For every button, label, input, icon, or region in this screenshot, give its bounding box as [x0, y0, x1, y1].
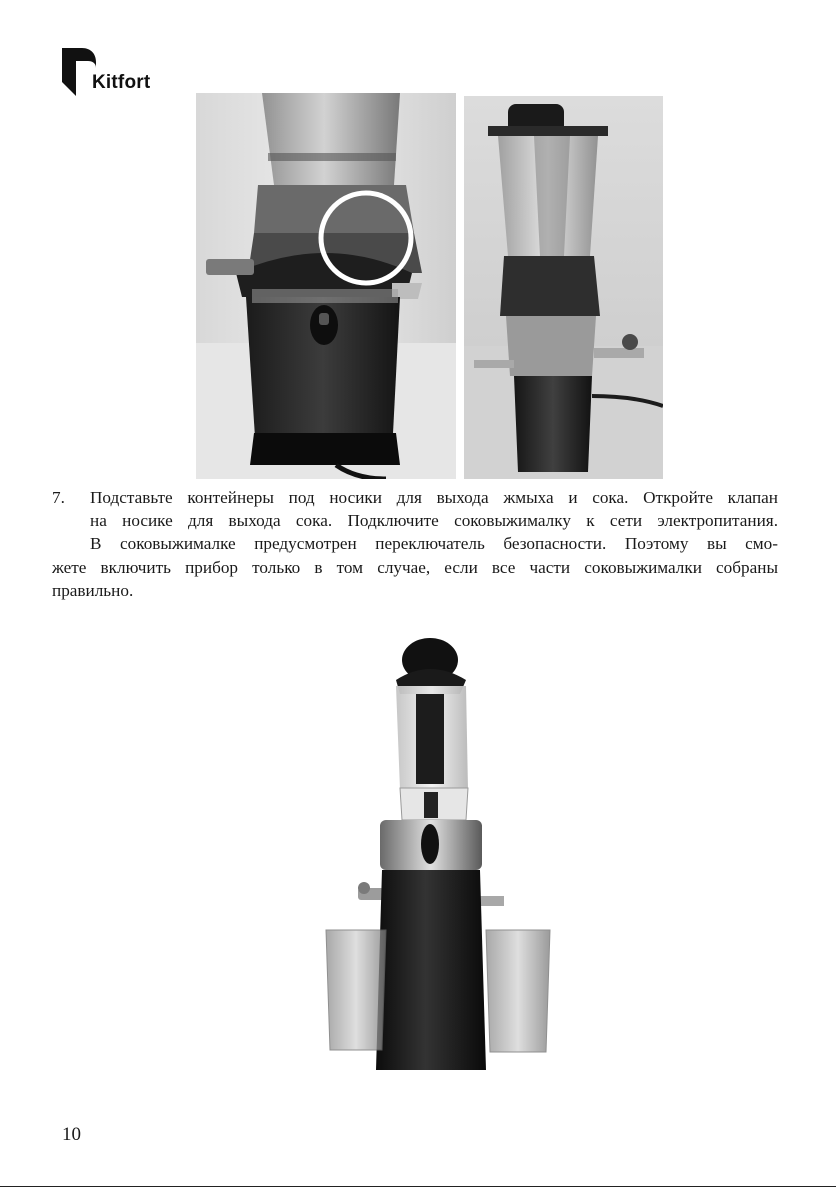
step-number: 7. [52, 488, 65, 507]
instruction-line: правильно. [52, 580, 134, 600]
instruction-line: жете включить прибор только в том случае, если все части соковыжималки собраны [52, 557, 778, 577]
brand-name: Kitfort [92, 72, 151, 93]
bottom-rule [0, 1186, 836, 1187]
instruction-line: 7. Подставьте контейнеры под носики для выхода жмыха и сока. Откройте клапан [52, 486, 778, 509]
instruction-text [52, 486, 778, 602]
brand-logo [62, 48, 172, 98]
instruction-line: В соковыжималке предусмотрен переключатель безопасности. Поэтому вы смо- [90, 534, 778, 554]
instruction-line: на носике для выхода сока. Подключите соковыжималку к сети электропитания. [90, 511, 778, 531]
photo-juicer-assembled [464, 96, 663, 479]
photo-juicer-safety-switch [196, 93, 456, 479]
page-number: 10 [62, 1124, 81, 1145]
photo-juicer-with-containers [300, 630, 560, 1080]
